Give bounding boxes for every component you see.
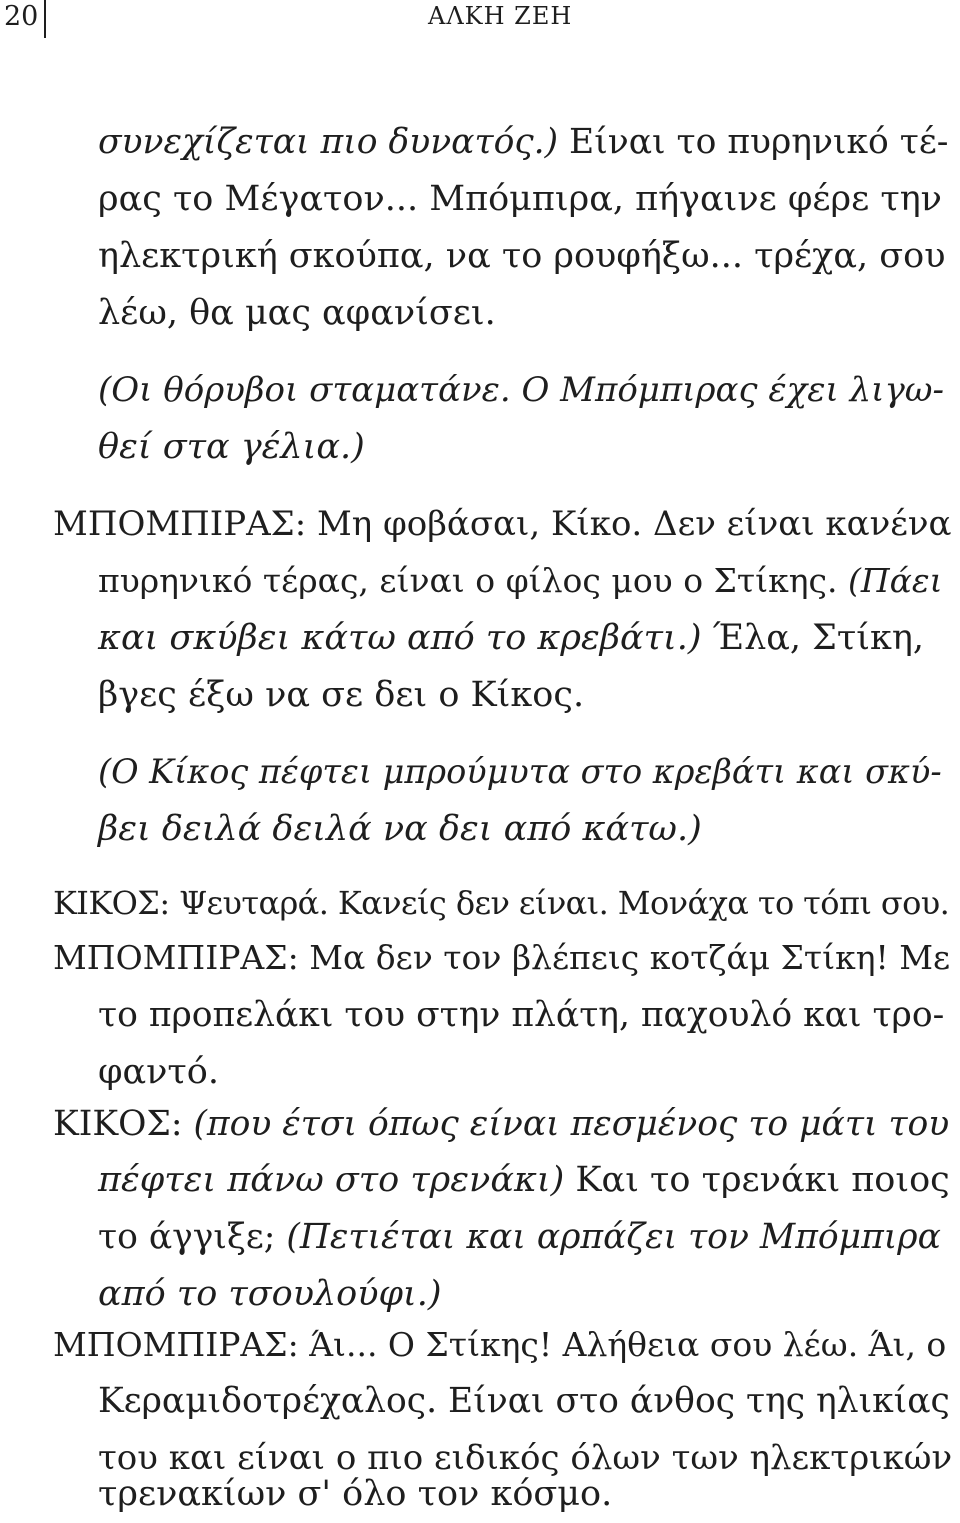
text-line bbox=[98, 427, 365, 467]
dialogue-text: ΜΠΟΜΠΙΡΑΣ: Μα δεν τον βλέπεις κοτζάμ Στίκη! Με bbox=[53, 938, 951, 977]
dialogue-text: βγες έξω να σε δει ο Κίκος. bbox=[98, 675, 585, 715]
text-line bbox=[98, 561, 943, 601]
dialogue-text: τρενακίων σ' όλο τον κόσμο. bbox=[98, 1474, 613, 1514]
stage-direction: πέφτει πάνω στο τρενάκι) bbox=[98, 1160, 565, 1200]
text-line bbox=[98, 370, 944, 410]
text-line bbox=[98, 809, 702, 849]
stage-direction: (Πάει bbox=[847, 561, 943, 600]
dialogue-text: ΜΠΟΜΠΙΡΑΣ: Άι... Ο Στίκης! Αλήθεια σου λέω. Άι, ο bbox=[53, 1325, 947, 1364]
text-line bbox=[98, 179, 942, 219]
running-title: ΑΛΚΗ ΖΕΗ bbox=[428, 2, 573, 30]
page-number: 20 bbox=[4, 1, 39, 32]
text-line bbox=[98, 1438, 952, 1478]
dialogue-text: φαντό. bbox=[98, 1052, 219, 1092]
text-line bbox=[98, 1381, 950, 1421]
dialogue-text: ρας το Μέγατον... Μπόμπιρα, πήγαινε φέρε την bbox=[98, 179, 942, 219]
dialogue-text: Έλα, Στίκη, bbox=[701, 618, 924, 658]
dialogue-text: ηλεκτρική σκούπα, να το ρουφήξω... τρέχα, σου bbox=[98, 236, 946, 276]
stage-direction: θεί στα γέλια.) bbox=[98, 427, 365, 467]
dialogue-text: Είναι το πυρηνικό τέ- bbox=[558, 122, 949, 162]
text-line bbox=[98, 293, 496, 333]
text-line bbox=[53, 1325, 946, 1365]
text-line bbox=[98, 752, 942, 792]
text-line bbox=[98, 995, 944, 1035]
text-line bbox=[98, 1217, 941, 1257]
dialogue-text: Και το τρενάκι ποιος bbox=[564, 1160, 950, 1200]
dialogue-text: το προπελάκι του στην πλάτη, παχουλό και τρο- bbox=[98, 995, 945, 1035]
text-line bbox=[98, 1274, 442, 1314]
text-line bbox=[98, 1160, 950, 1200]
stage-direction: βει δειλά δειλά να δει από κάτω.) bbox=[98, 809, 702, 849]
stage-direction: και σκύβει κάτω από το κρεβάτι.) bbox=[98, 618, 702, 658]
dialogue-text: λέω, θα μας αφανίσει. bbox=[98, 293, 496, 333]
text-line bbox=[98, 122, 948, 162]
text-line bbox=[98, 1052, 219, 1092]
stage-direction: (που έτσι όπως είναι πεσμένος το μάτι του bbox=[193, 1104, 950, 1144]
text-line bbox=[98, 675, 584, 715]
stage-direction: (Οι θόρυβοι σταματάνε. Ο Μπόμπιρας έχει λιγω- bbox=[98, 370, 944, 410]
dialogue-text: ΜΠΟΜΠΙΡΑΣ: Μη φοβάσαι, Κίκο. Δεν είναι κανένα bbox=[53, 504, 952, 544]
stage-direction: από το τσουλούφι.) bbox=[98, 1274, 442, 1314]
dialogue-text: Κεραμιδοτρέχαλος. Είναι στο άνθος της ηλικίας bbox=[98, 1381, 950, 1421]
text-line bbox=[98, 236, 946, 276]
running-header bbox=[0, 0, 960, 40]
stage-direction: (Ο Κίκος πέφτει μπρούμυτα στο κρεβάτι και σκύ- bbox=[98, 752, 942, 791]
dialogue-text: ΚΙΚΟΣ: bbox=[53, 1104, 194, 1144]
dialogue-text: το άγγιξε; bbox=[98, 1217, 287, 1257]
stage-direction: συνεχίζεται πιο δυνατός.) bbox=[98, 122, 559, 162]
text-line bbox=[98, 1474, 612, 1514]
dialogue-text: του και είναι ο πιο ειδικός όλων των ηλεκτρικών bbox=[98, 1438, 953, 1478]
text-line bbox=[53, 504, 952, 544]
stage-direction: (Πετιέται και αρπάζει τον Μπόμπιρα bbox=[286, 1217, 941, 1257]
text-line bbox=[98, 618, 924, 658]
text-line bbox=[53, 883, 949, 923]
header-divider bbox=[44, 0, 46, 38]
dialogue-text: ΚΙΚΟΣ: Ψευταρά. Κανείς δεν είναι. Μονάχα το τόπι σου. bbox=[53, 884, 950, 922]
dialogue-text: πυρηνικό τέρας, είναι ο φίλος μου ο Στίκης. bbox=[98, 561, 848, 600]
text-line bbox=[53, 1104, 949, 1144]
text-line bbox=[53, 938, 950, 978]
